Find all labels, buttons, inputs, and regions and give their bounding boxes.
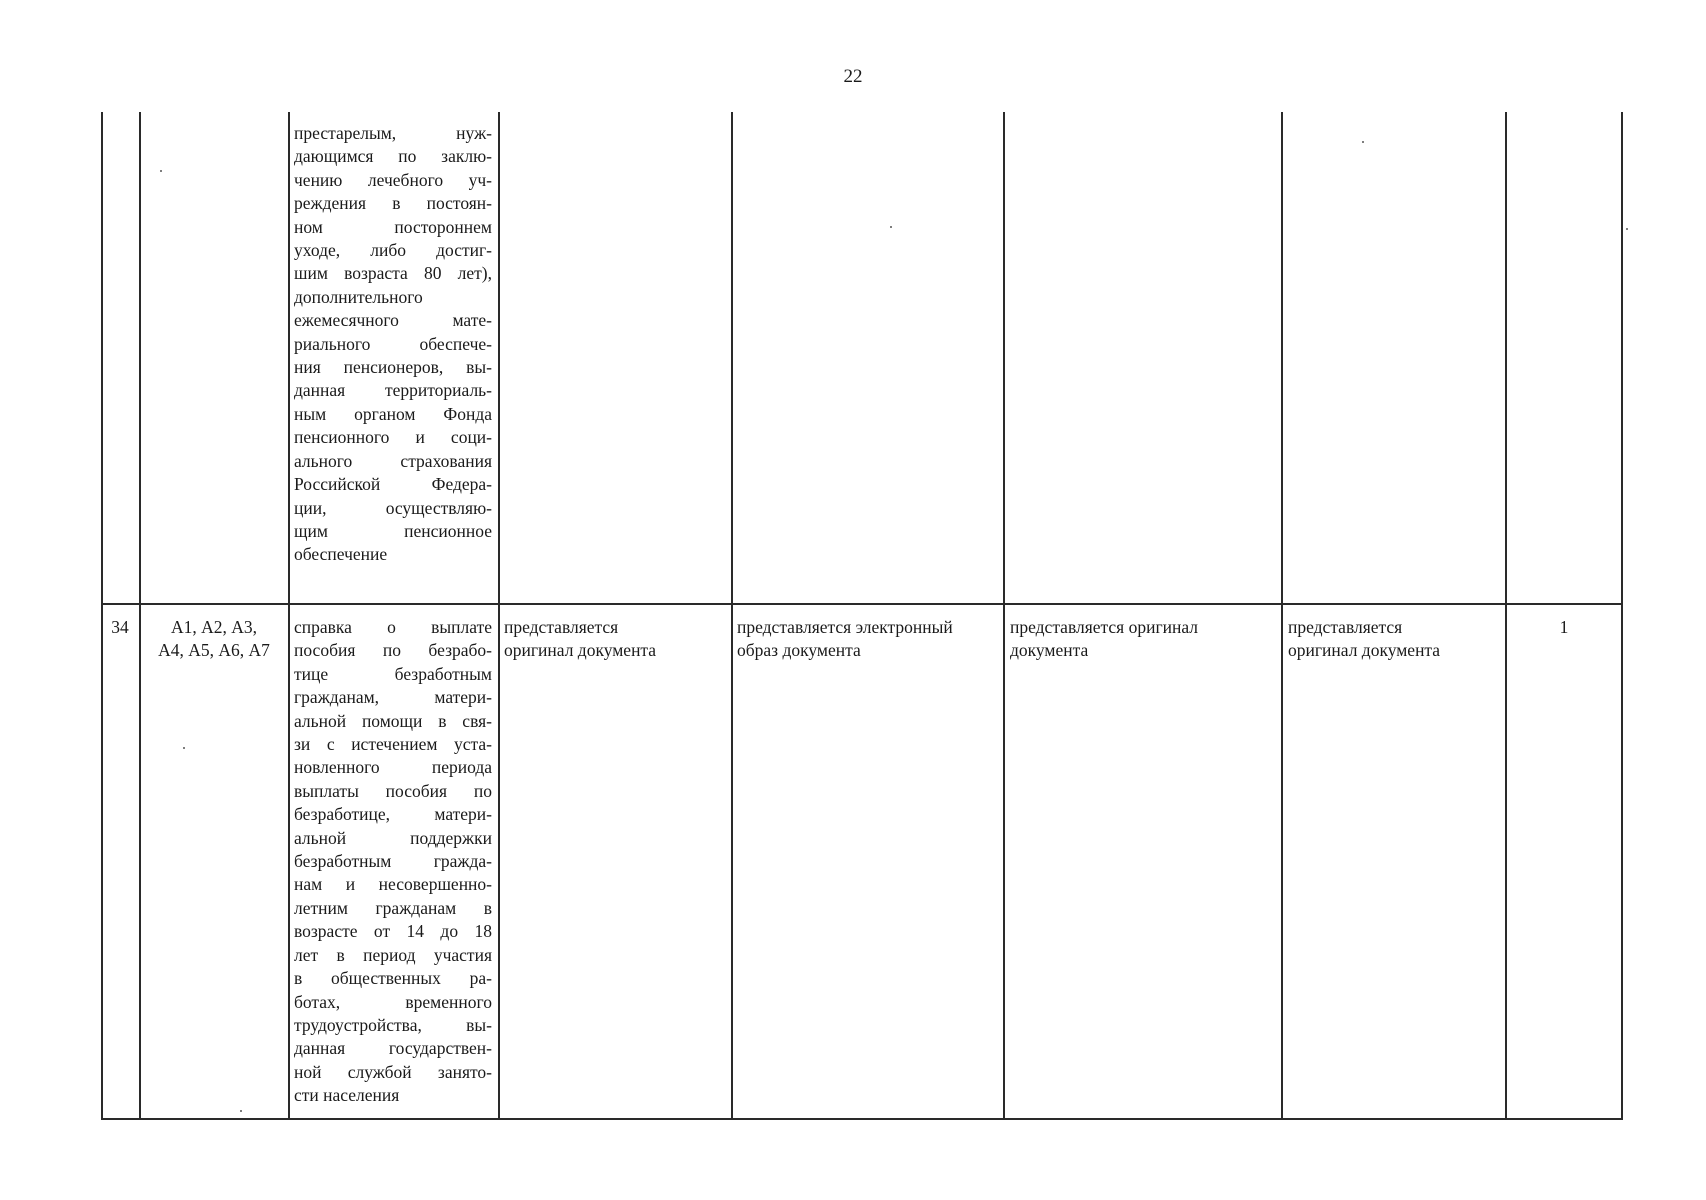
text-line: лет в период участия (294, 944, 492, 965)
text-line: Российской Федера- (294, 474, 492, 495)
row-divider (101, 603, 1622, 605)
text-line: обеспечение (294, 544, 388, 565)
text-line: пенсионного и соци- (294, 427, 492, 448)
text-line: А4, А5, А6, А7 (158, 640, 270, 661)
text-line: возрасте от 14 до 18 (294, 921, 492, 942)
in-person-submission-cell (504, 616, 726, 663)
text-line: ния пенсионеров, вы- (294, 357, 492, 378)
text-line: дополнительного (294, 286, 423, 307)
text-line: ном постороннем (294, 216, 492, 237)
text-line: представляется электронный (737, 617, 953, 637)
document-description (294, 616, 492, 1108)
text-line: документа (1010, 640, 1089, 661)
text-line: щим пенсионное (294, 520, 492, 541)
text-line: в общественных ра- (294, 968, 492, 989)
electronic-submission-cell (737, 616, 999, 663)
text-line: зи с истечением уста- (294, 734, 492, 755)
text-line: ботах, временного (294, 991, 492, 1012)
text-line: реждения в постоян- (294, 193, 492, 214)
text-line: тице безработным (294, 663, 492, 684)
applicant-categories (142, 616, 286, 663)
text-line: выплаты пособия по (294, 780, 492, 801)
text-line: уходе, либо достиг- (294, 240, 492, 261)
scan-speck (183, 747, 185, 749)
text-line: безработным гражда- (294, 851, 492, 872)
scan-speck (1362, 141, 1364, 143)
grid-line (139, 112, 141, 1120)
grid-line (1621, 112, 1623, 1120)
text-line: летним гражданам в (294, 897, 492, 918)
scan-speck (1626, 228, 1628, 230)
text-line: дающимся по заклю- (294, 146, 492, 167)
grid-line (1505, 112, 1507, 1120)
grid-line (1281, 112, 1283, 1120)
text-line: ной службой занято- (294, 1061, 492, 1082)
text-line: трудоустройства, вы- (294, 1014, 492, 1035)
text-line: оригинал документа (1288, 640, 1441, 661)
text-line: представляется (1288, 617, 1403, 637)
text-line: новленного периода (294, 757, 492, 778)
text-line: пособия по безрабо- (294, 640, 492, 661)
text-line: безработице, матери- (294, 804, 492, 825)
mail-submission-cell (1010, 616, 1276, 663)
grid-line (498, 112, 500, 1120)
text-line: шим возраста 80 лет), (294, 263, 492, 284)
text-line: данная территориаль- (294, 380, 492, 401)
text-line: ным органом Фонда (294, 403, 492, 424)
row-number: 34 (111, 617, 129, 637)
text-line: ежемесячного мате- (294, 310, 492, 331)
text-line: А1, А2, А3, (170, 617, 258, 637)
text-line: чению лечебного уч- (294, 169, 492, 190)
grid-line (1003, 112, 1005, 1120)
text-line: риального обеспече- (294, 333, 492, 354)
text-line: оригинал документа (504, 640, 657, 661)
mfc-submission-cell (1288, 616, 1502, 663)
text-line: сти населения (294, 1085, 400, 1106)
copies-count: 1 (1559, 617, 1569, 637)
text-line: ального страхования (294, 450, 492, 471)
table-bottom-border (101, 1118, 1622, 1120)
scan-speck (890, 226, 892, 228)
scan-speck (160, 170, 162, 172)
text-line: справка о выплате (294, 617, 492, 637)
text-line: представляется (504, 617, 619, 637)
text-line: альной помощи в свя- (294, 710, 492, 731)
text-line: престарелым, нуж- (294, 123, 492, 143)
text-line: ции, осуществляю- (294, 497, 492, 518)
grid-line (288, 112, 290, 1120)
text-line: представляется оригинал (1010, 617, 1199, 637)
text-line: альной поддержки (294, 827, 492, 848)
page-number: 22 (843, 66, 863, 87)
text-line: образ документа (737, 640, 861, 661)
grid-line (731, 112, 733, 1120)
text-line: гражданам, матери- (294, 687, 492, 708)
scan-speck (240, 1110, 242, 1112)
continuation-document-cell (294, 122, 492, 567)
text-line: нам и несовершенно- (294, 874, 492, 895)
text-line: данная государствен- (294, 1038, 492, 1059)
